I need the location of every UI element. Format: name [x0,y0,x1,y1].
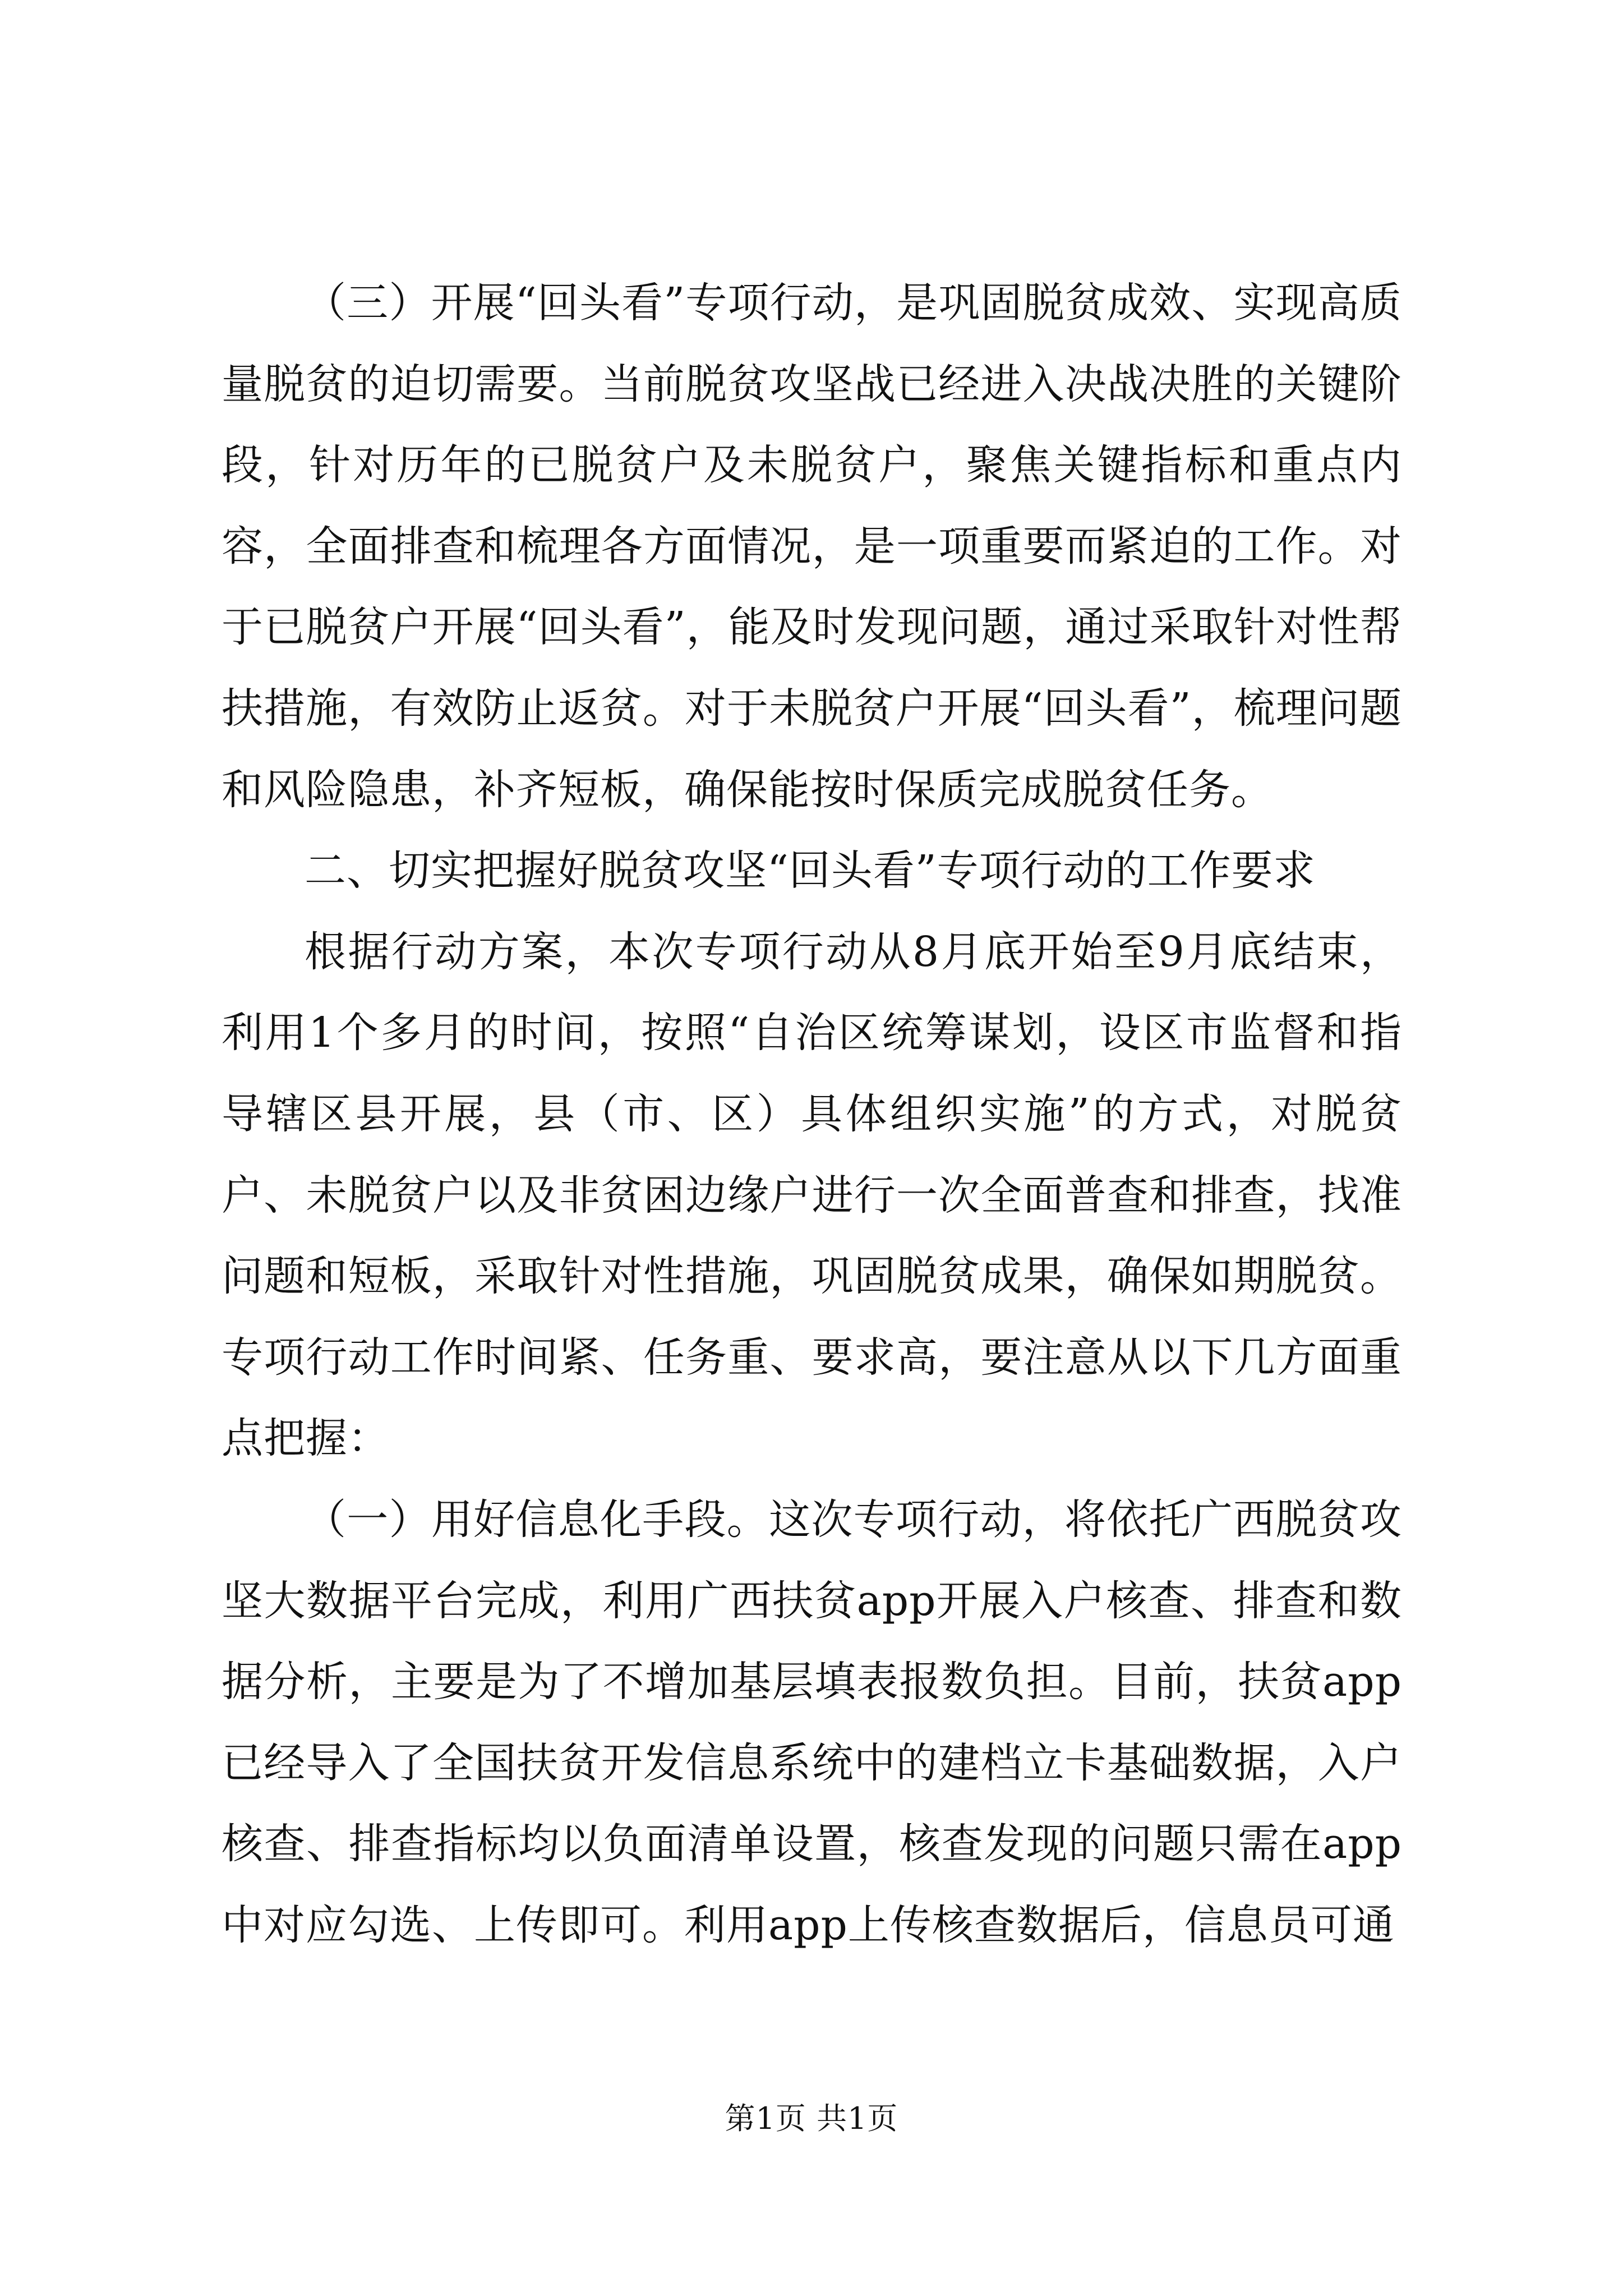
paragraph-consolidate-poverty-alleviation: （三）开展“回头看”专项行动，是巩固脱贫成效、实现高质量脱贫的迫切需要。当前脱贫攻坚战已经进入决战决胜的关键阶段，针对历年的已脱贫户及未脱贫户，聚焦关键指标和重点内容，全面排查和梳理各方面情况，是一项重要而紧迫的工作。对于已脱贫户开展“回头看”，能及时发现问题，通过采取针对性帮扶措施，有效防止返贫。对于未脱贫户开展“回头看”，梳理问题和风险隐患，补齐短板，确保能按时保质完成脱贫任务。 [222,279,1402,814]
section-heading-work-requirements: 二、切实把握好脱贫攻坚“回头看”专项行动的工作要求 [305,846,1316,895]
paragraph-action-plan: 根据行动方案，本次专项行动从8月底开始至9月底结束，利用1个多月的时间，按照“自治区统筹谋划，设区市监督和指导辖区县开展，县（市、区）具体组织实施”的方式，对脱贫户、未脱贫户以及非贫困边缘户进行一次全面普查和排查，找准问题和短板，采取针对性措施，巩固脱贫成果，确保如期脱贫。专项行动工作时间紧、任务重、要求高，要注意从以下几方面重点把握： [222,927,1402,1463]
paragraph-information-tools: （一）用好信息化手段。这次专项行动，将依托广西脱贫攻坚大数据平台完成，利用广西扶贫app开展入户核查、排查和数据分析，主要是为了不增加基层填表报数负担。目前，扶贫app已经导入了全国扶贫开发信息系统中的建档立卡基础数据，入户核查、排查指标均以负面清单设置，核查发现的问题只需在app中对应勾选、上传即可。利用app上传核查数据后，信息员可通 [222,1495,1402,1949]
page-number-footer: 第1页 共1页 [725,2101,898,2136]
document-body [222,263,1402,1966]
